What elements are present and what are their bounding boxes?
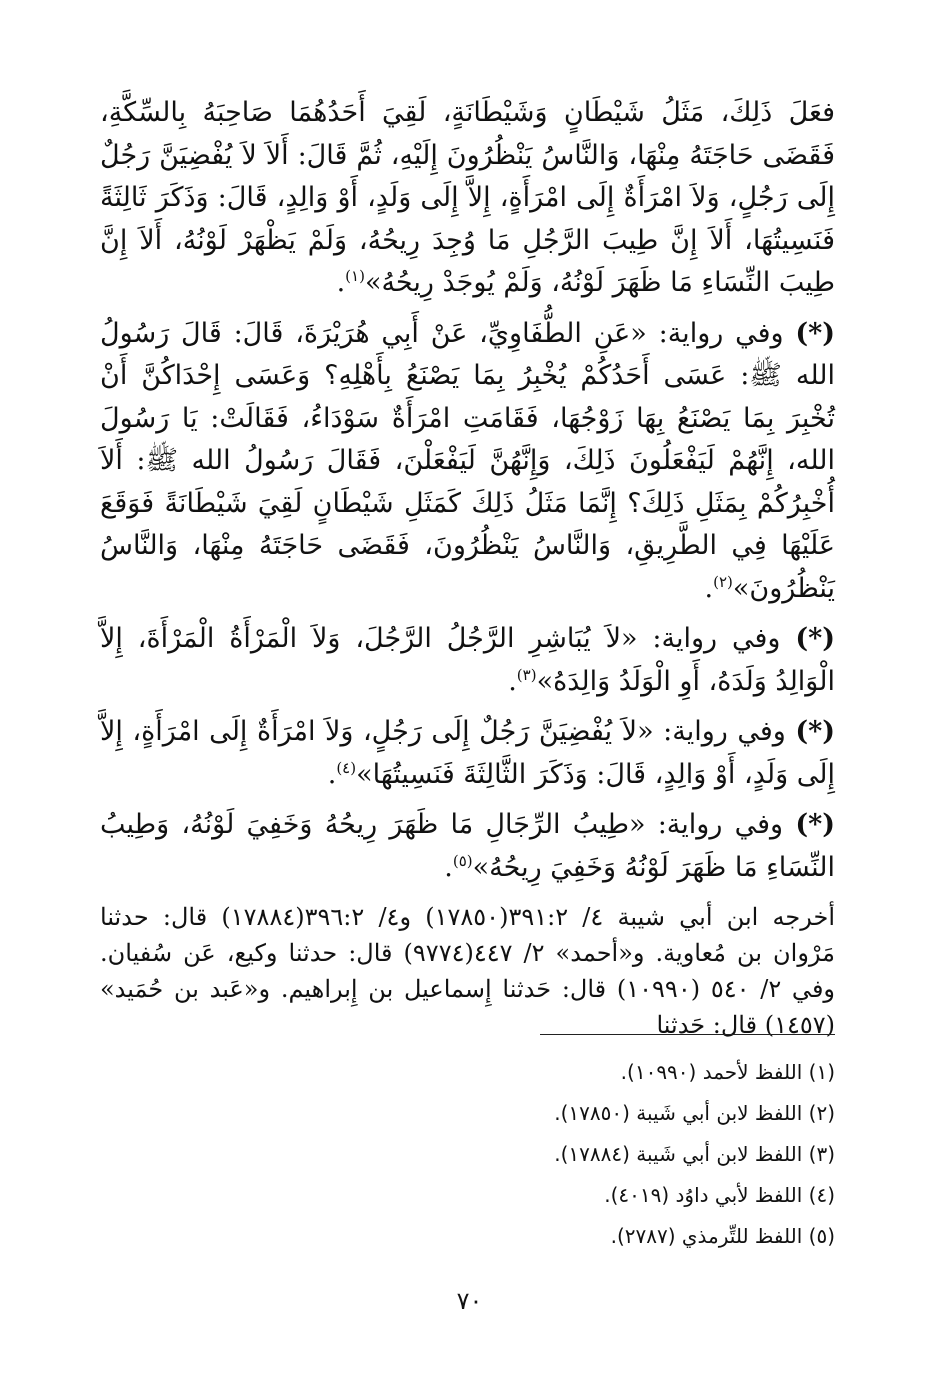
paragraph-text: وفي رواية: «عَنِ الطُّفَاوِيِّ، عَنْ أَبِي هُرَيْرَةَ، قَالَ: قَالَ رَسُولُ الله ﷺ: عَسَى أَحَدُكُمْ يُخْبِرُ بِمَا يَصْنَعُ بِأَهْلِهِ؟ وَعَسَى إِحْدَاكُنَّ أَنْ تُخْبِرَ بِمَا يَصْنَعُ بِهَا زَوْجُهَا، فَقَامَتِ امْرَأَةٌ سَوْدَاءُ، فَقَالَتْ: يَا رَسُولَ الله، إِنَّهُمْ لَيَفْعَلُونَ ذَلِكَ، وَإِنَّهُنَّ لَيَفْعَلْنَ، فَقَالَ رَسُولُ الله ﷺ: أَلاَ أُخْبِرُكُمْ بِمَثَلِ ذَلِكَ؟ إِنَّمَا مَثَلُ ذَلِكَ كَمَثَلِ شَيْطَانٍ لَقِيَ شَيْطَانَةً فَوَقَعَ عَلَيْهَا فِي الطَّرِيقِ، وَالنَّاسُ يَنْظُرُونَ، فَقَضَى حَاجَتَهُ مِنْهَا، وَالنَّاسُ يَنْظُرُونَ» [100, 317, 835, 604]
hadith-paragraph: (*) وفي رواية: «طِيبُ الرِّجَالِ مَا ظَهَرَ رِيحُهُ وَخَفِيَ لَوْنُهُ، وَطِيبُ النِّسَاءِ مَا ظَهَرَ لَوْنُهُ وَخَفِيَ رِيحُهُ»$^{(٥)}$. [100, 809, 835, 883]
footnote-item: (٥) اللفظ للتِّرمذي (٢٧٨٧). [610, 1224, 835, 1248]
footnote-separator [540, 1034, 835, 1035]
paragraph-text: فعَلَ ذَلِكَ، مَثَلُ شَيْطَانٍ وَشَيْطَانَةٍ، لَقِيَ أَحَدُهُمَا صَاحِبَهُ بِالسِّكَّةِ، فَقَضَى حَاجَتَهُ مِنْهَا، وَالنَّاسُ يَنْظُرُونَ إِلَيْهِ، ثُمَّ قَالَ: أَلاَ لاَ يُفْضِيَنَّ رَجُلٌ إِلَى رَجُلٍ، وَلاَ امْرَأَةٌ إِلَى امْرَأَةٍ، إِلاَّ إِلَى وَلَدٍ، أَوْ وَالِدٍ، قَالَ: وَذَكَرَ ثَالِثَةً فَنَسِيتُهَا، أَلاَ إِنَّ طِيبَ الرَّجُلِ مَا وُجِدَ رِيحُهُ، وَلَمْ يَظْهَرْ لَوْنُهُ، أَلاَ إِنَّ طِيبَ النِّسَاءِ مَا ظَهَرَ لَوْنُهُ، وَلَمْ يُوجَدْ رِيحُهُ» [100, 97, 835, 298]
asterisk-marker: (*) [795, 623, 835, 654]
footnote-marker: (٣) [516, 665, 537, 684]
footnote-marker: (١) [345, 267, 365, 285]
paragraph-text: وفي رواية: «لاَ يُبَاشِرِ الرَّجُلُ الرَّجُلَ، وَلاَ الْمَرْأَةُ الْمَرْأَةَ، إِلاَّ الْوَالِدُ وَلَدَهُ، أَوِ الْوَلَدُ وَالِدَهُ» [100, 623, 835, 697]
footnotes [100, 1052, 835, 1257]
page-number: ٧٠ [456, 1287, 483, 1315]
asterisk-marker: (*) [795, 809, 835, 840]
main-text [100, 92, 835, 1051]
takhrij-citation: أخرجه ابن أبي شيبة ٤/ ٣٩١:٢(١٧٨٥٠) و٤/ ٣٩٦:٢(١٧٨٨٤) قال: حدثنا مَرْوان بن مُعاوية. و«أحمد» ٢/ ٤٤٧(٩٧٧٤) قال: حدثنا وكيع، عَن سُفيان. وفي ٢/ ٥٤٠ (١٠٩٩٠) قال: حَدثنا إِسماعيل بن إِبراهيم. و«عَبد بن حُمَيد» (١٤٥٧) قال: حَدثنا [100, 903, 836, 1039]
hadith-paragraph: (*) وفي رواية: «عَنِ الطُّفَاوِيِّ، عَنْ أَبِي هُرَيْرَةَ، قَالَ: قَالَ رَسُولُ الله ﷺ: عَسَى أَحَدُكُمْ يُخْبِرُ بِمَا يَصْنَعُ بِأَهْلِهِ؟ وَعَسَى إِحْدَاكُنَّ أَنْ تُخْبِرَ بِمَا يَصْنَعُ بِهَا زَوْجُهَا، فَقَامَتِ امْرَأَةٌ سَوْدَاءُ، فَقَالَتْ: يَا رَسُولَ الله، إِنَّهُمْ لَيَفْعَلُونَ ذَلِكَ، وَإِنَّهُنَّ لَيَفْعَلْنَ، فَقَالَ رَسُولُ الله ﷺ: أَلاَ أُخْبِرُكُمْ بِمَثَلِ ذَلِكَ؟ إِنَّمَا مَثَلُ ذَلِكَ كَمَثَلِ شَيْطَانٍ لَقِيَ شَيْطَانَةً فَوَقَعَ عَلَيْهَا فِي الطَّرِيقِ، وَالنَّاسُ يَنْظُرُونَ، فَقَضَى حَاجَتَهُ مِنْهَا، وَالنَّاسُ يَنْظُرُونَ»$^{(٢)}$. [100, 317, 835, 604]
footnote-item: (٤) اللفظ لأبي داوُد (٤٠١٩). [604, 1183, 835, 1207]
footnote-item: (٣) اللفظ لابن أبي شَيبة (١٧٨٨٤). [554, 1142, 835, 1166]
asterisk-marker: (*) [795, 716, 835, 747]
hadith-paragraph: (*) وفي رواية: «لاَ يُبَاشِرِ الرَّجُلُ الرَّجُلَ، وَلاَ الْمَرْأَةُ الْمَرْأَةَ، إِلاَّ الْوَالِدُ وَلَدَهُ، أَوِ الْوَلَدُ وَالِدَهُ»$^{(٣)}$. [100, 623, 835, 697]
footnote-marker: (٢) [713, 572, 733, 591]
footnote-item: (١) اللفظ لأحمد (١٠٩٩٠). [620, 1060, 835, 1084]
paragraph-text: وفي رواية: «لاَ يُفْضِيَنَّ رَجُلٌ إِلَى رَجُلٍ، وَلاَ امْرَأَةٌ إِلَى امْرَأَةٍ، إِلاَّ إِلَى وَلَدٍ، أَوْ وَالِدٍ، قَالَ: وَذَكَرَ الثَّالِثَةَ فَنَسِيتُهَا» [100, 716, 835, 790]
asterisk-marker: (*) [795, 317, 835, 349]
hadith-paragraph: (*) وفي رواية: «لاَ يُفْضِيَنَّ رَجُلٌ إِلَى رَجُلٍ، وَلاَ امْرَأَةٌ إِلَى امْرَأَةٍ، إِلاَّ إِلَى وَلَدٍ، أَوْ وَالِدٍ، قَالَ: وَذَكَرَ الثَّالِثَةَ فَنَسِيتُهَا»$^{(٤)}$. [100, 716, 835, 790]
footnote-marker: (٤) [336, 758, 357, 777]
hadith-paragraph: فعَلَ ذَلِكَ، مَثَلُ شَيْطَانٍ وَشَيْطَانَةٍ، لَقِيَ أَحَدُهُمَا صَاحِبَهُ بِالسِّكَّةِ، فَقَضَى حَاجَتَهُ مِنْهَا، وَالنَّاسُ يَنْظُرُونَ إِلَيْهِ، ثُمَّ قَالَ: أَلاَ لاَ يُفْضِيَنَّ رَجُلٌ إِلَى رَجُلٍ، وَلاَ امْرَأَةٌ إِلَى امْرَأَةٍ، إِلاَّ إِلَى وَلَدٍ، أَوْ وَالِدٍ، قَالَ: وَذَكَرَ ثَالِثَةً فَنَسِيتُهَا، أَلاَ إِنَّ طِيبَ الرَّجُلِ مَا وُجِدَ رِيحُهُ، وَلَمْ يَظْهَرْ لَوْنُهُ، أَلاَ إِنَّ طِيبَ النِّسَاءِ مَا ظَهَرَ لَوْنُهُ، وَلَمْ يُوجَدْ رِيحُهُ»$^{(١)}$. [100, 97, 835, 298]
paragraph-text: وفي رواية: «طِيبُ الرِّجَالِ مَا ظَهَرَ رِيحُهُ وَخَفِيَ لَوْنُهُ، وَطِيبُ النِّسَاءِ مَا ظَهَرَ لَوْنُهُ وَخَفِيَ رِيحُهُ» [100, 809, 835, 883]
footnote-item: (٢) اللفظ لابن أبي شَيبة (١٧٨٥٠). [554, 1101, 835, 1125]
footnote-marker: (٥) [452, 851, 473, 870]
